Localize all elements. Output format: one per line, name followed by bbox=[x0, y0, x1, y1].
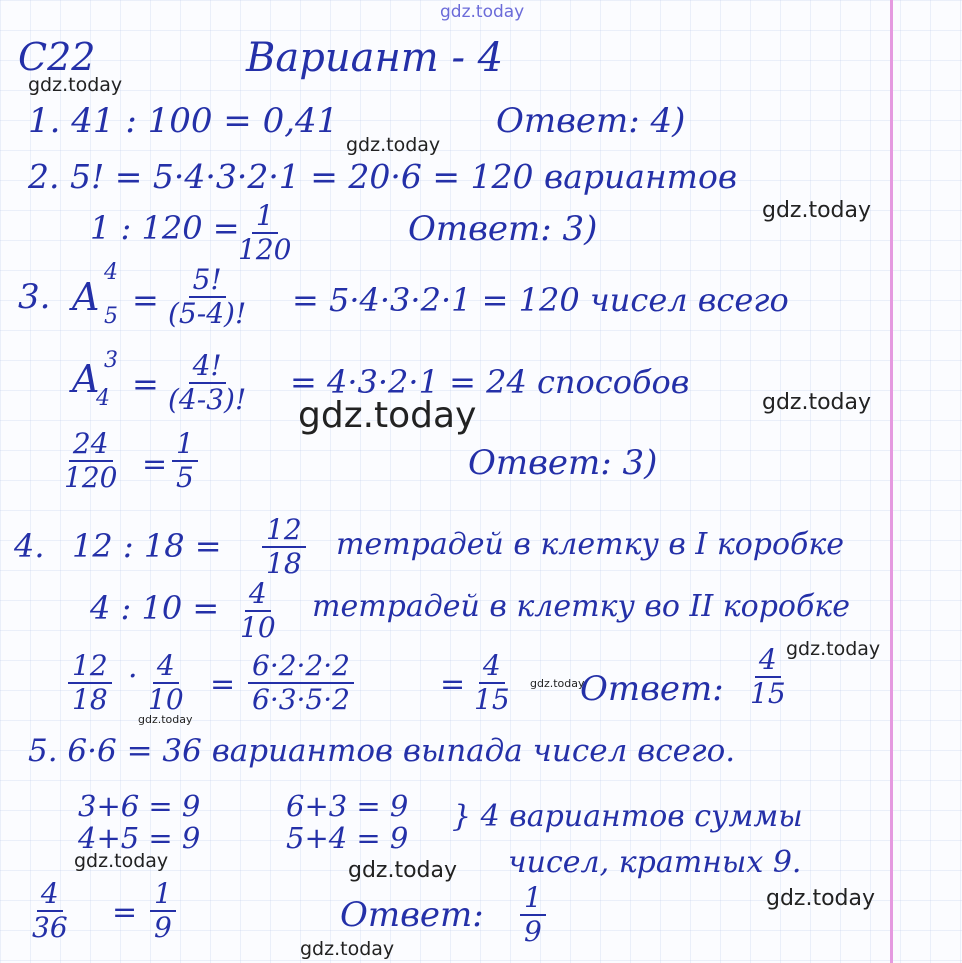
problem-5-note-1: } 4 вариантов суммы bbox=[452, 799, 803, 834]
combination: 4+5 = 9 bbox=[78, 821, 201, 855]
problem-4-fraction-1 bbox=[262, 513, 306, 580]
fraction-numerator: 6·2·2·2 bbox=[248, 652, 354, 684]
fraction-numerator: 1 bbox=[172, 430, 198, 462]
problem-4-answer-fraction bbox=[750, 643, 786, 710]
problem-5-note-2: чисел, кратных 9. bbox=[508, 845, 802, 880]
watermark: gdz.today bbox=[298, 395, 477, 436]
problem-5-fraction-1 bbox=[32, 877, 68, 944]
fraction-denominator: 15 bbox=[750, 677, 786, 710]
equals-sign: = bbox=[440, 667, 466, 702]
problem-4-answer-label: Ответ: bbox=[580, 669, 724, 709]
fraction-denominator: 18 bbox=[266, 547, 302, 580]
equals-sign: = bbox=[132, 365, 159, 403]
problem-4-product-fraction-2 bbox=[148, 649, 184, 716]
problem-4-line-1-text: тетрадей в клетку в I коробке bbox=[336, 527, 845, 562]
problem-4-line-1-left: 12 : 18 = bbox=[72, 527, 222, 565]
watermark-top: gdz.today bbox=[440, 2, 525, 22]
fraction-denominator: 18 bbox=[72, 683, 108, 716]
arrangement-superscript: 3 bbox=[104, 348, 118, 373]
problem-4-product-fraction-3 bbox=[248, 649, 354, 716]
problem-5-answer-label: Ответ: bbox=[340, 895, 484, 935]
problem-4-fraction-2 bbox=[240, 577, 276, 644]
problem-3-fraction-2 bbox=[168, 349, 247, 416]
variant-title: Вариант - 4 bbox=[246, 35, 504, 81]
fraction-numerator: 4 bbox=[479, 652, 505, 684]
watermark: gdz.today bbox=[786, 638, 881, 660]
multiply-dot: · bbox=[128, 659, 138, 694]
fraction-numerator: 4 bbox=[245, 580, 271, 612]
fraction-numerator: 1 bbox=[252, 202, 278, 234]
section-label: С22 bbox=[18, 35, 96, 79]
equals-sign: = bbox=[112, 895, 138, 930]
combination: 3+6 = 9 bbox=[78, 789, 201, 823]
arrangement-symbol: A bbox=[72, 275, 100, 319]
watermark: gdz.today bbox=[28, 74, 123, 96]
fraction-denominator: 9 bbox=[154, 911, 172, 944]
fraction-denominator: 10 bbox=[240, 611, 276, 644]
fraction-denominator: 5 bbox=[176, 461, 194, 494]
margin-line bbox=[890, 0, 893, 963]
fraction-numerator: 5! bbox=[189, 266, 226, 298]
problem-5-fraction-2 bbox=[150, 877, 176, 944]
fraction-denominator: 6·3·5·2 bbox=[252, 683, 350, 716]
fraction-numerator: 4 bbox=[755, 646, 781, 678]
watermark: gdz.today bbox=[762, 390, 872, 415]
watermark: gdz.today bbox=[530, 677, 585, 690]
problem-3-line-2: = 4·3·2·1 = 24 способов bbox=[290, 363, 690, 401]
problem-2-answer: Ответ: 3) bbox=[408, 209, 598, 249]
fraction-denominator: 36 bbox=[32, 911, 68, 944]
combination: 5+4 = 9 bbox=[286, 821, 409, 855]
problem-4-product-fraction-1 bbox=[68, 649, 112, 716]
fraction-numerator: 1 bbox=[150, 880, 176, 912]
fraction-numerator: 4 bbox=[37, 880, 63, 912]
problem-4-product-fraction-4 bbox=[474, 649, 510, 716]
equals-sign: = bbox=[132, 281, 159, 319]
problem-1-answer: Ответ: 4) bbox=[496, 101, 686, 141]
problem-4-line-2-left: 4 : 10 = bbox=[90, 589, 220, 627]
problem-4-line-2-text: тетрадей в клетку во II коробке bbox=[312, 589, 850, 624]
watermark: gdz.today bbox=[138, 713, 193, 726]
arrangement-superscript: 4 bbox=[104, 260, 118, 285]
arrangement-subscript: 5 bbox=[104, 304, 118, 329]
problem-3-line-1: = 5·4·3·2·1 = 120 чисел всего bbox=[292, 281, 789, 319]
problem-3-fraction-3 bbox=[64, 427, 118, 494]
fraction-numerator: 4! bbox=[189, 352, 226, 384]
problem-2-line-2: 1 : 120 = bbox=[90, 209, 240, 247]
problem-3-answer: Ответ: 3) bbox=[468, 443, 658, 483]
problem-2-fraction bbox=[238, 199, 292, 266]
fraction-numerator: 24 bbox=[69, 430, 113, 462]
fraction-denominator: (5-4)! bbox=[168, 297, 247, 330]
problem-2-line-1: 2. 5! = 5·4·3·2·1 = 20·6 = 120 вариантов bbox=[28, 157, 738, 196]
problem-5-line-1: 5. 6·6 = 36 вариантов выпада чисел всего. bbox=[28, 733, 736, 769]
fraction-numerator: 12 bbox=[262, 516, 306, 548]
fraction-denominator: (4-3)! bbox=[168, 383, 247, 416]
problem-4-label: 4. bbox=[14, 527, 45, 565]
arrangement-symbol: A bbox=[72, 357, 100, 401]
watermark: gdz.today bbox=[348, 858, 458, 883]
problem-5-answer-fraction bbox=[520, 881, 546, 948]
equals-sign: = bbox=[142, 447, 168, 482]
watermark: gdz.today bbox=[74, 850, 169, 872]
watermark: gdz.today bbox=[300, 938, 395, 960]
fraction-numerator: 1 bbox=[520, 884, 546, 916]
fraction-denominator: 10 bbox=[148, 683, 184, 716]
fraction-denominator: 120 bbox=[64, 461, 118, 494]
equals-sign: = bbox=[210, 667, 236, 702]
problem-3-label: 3. bbox=[18, 277, 51, 317]
combination: 6+3 = 9 bbox=[286, 789, 409, 823]
fraction-denominator: 9 bbox=[524, 915, 542, 948]
fraction-numerator: 12 bbox=[68, 652, 112, 684]
problem-1-solution: 1. 41 : 100 = 0,41 bbox=[28, 101, 339, 141]
fraction-numerator: 4 bbox=[153, 652, 179, 684]
fraction-denominator: 15 bbox=[474, 683, 510, 716]
arrangement-subscript: 4 bbox=[96, 386, 110, 411]
fraction-denominator: 120 bbox=[238, 233, 292, 266]
watermark: gdz.today bbox=[762, 198, 872, 223]
watermark: gdz.today bbox=[766, 886, 876, 911]
watermark: gdz.today bbox=[346, 134, 441, 156]
problem-3-fraction-1 bbox=[168, 263, 247, 330]
problem-3-fraction-4 bbox=[172, 427, 198, 494]
